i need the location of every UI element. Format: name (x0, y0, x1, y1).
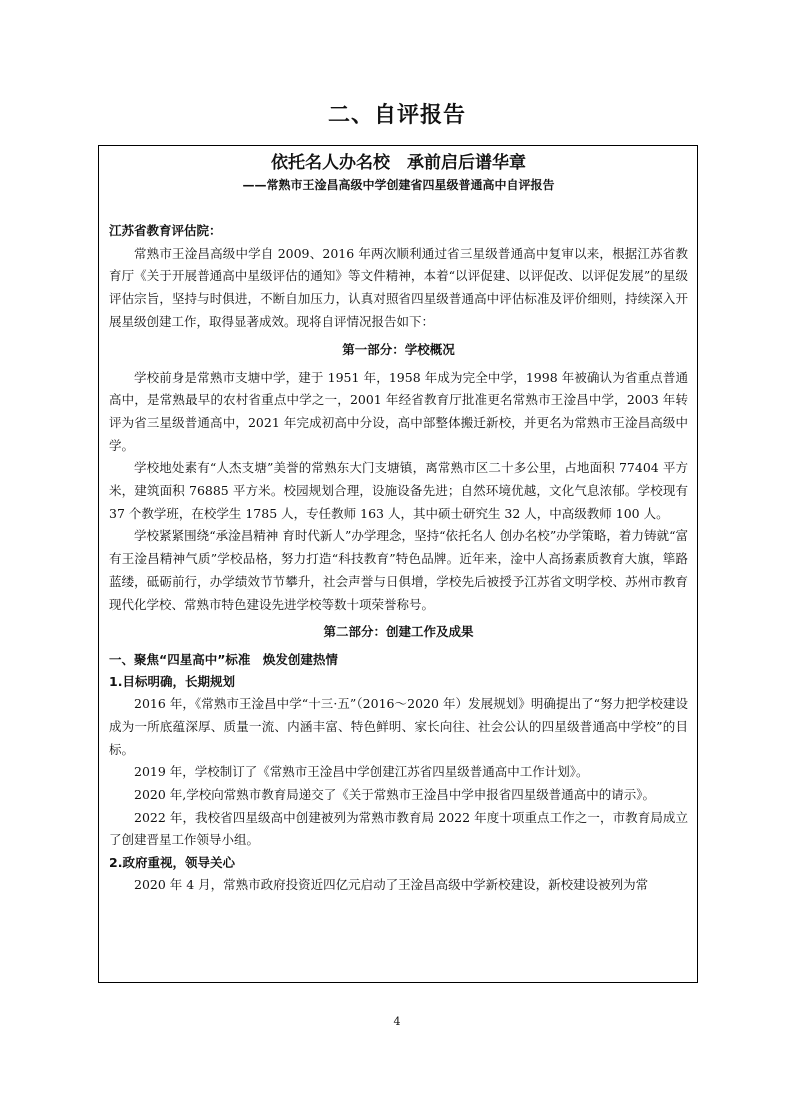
part1-paragraph-philosophy: 学校紧紧围绕“承淦昌精神 育时代新人”办学理念，坚持“依托名人 创办名校”办学策略，着力铸就“富有王淦昌精神气质”学校品格，努力打造“科技教育”特色品牌。近年来，淦中人高扬素质教育大旗，筚路蓝缕，砥砺前行，办学绩效节节攀升，社会声誉与日俱增，学校先后被授予江苏省文明学校、苏州市教育现代化学校、常熟市特色建设先进学校等数十项荣誉称号。 (109, 528, 688, 612)
item1-paragraph-2020: 2020 年,学校向常熟市教育局递交了《关于常熟市王淦昌中学申报省四星级普通高中的请示》。 (134, 787, 656, 803)
item1-paragraph-2016: 2016 年，《常熟市王淦昌中学“十三·五”（2016～2020 年）发展规划》明确提出了“努力把学校建设成为一所底蕴深厚、质量一流、内涵丰富、特色鲜明、家长向往、社会公认的四星级普通高中学校”的目标。 (109, 696, 688, 757)
item2-paragraph-2020: 2020 年 4 月，常熟市政府投资近四亿元启动了王淦昌高级中学新校建设，新校建设被列为常 (134, 877, 649, 893)
part1-heading: 第一部分：学校概况 (342, 341, 455, 357)
page-number: 4 (393, 1015, 401, 1028)
item1-paragraph-2022: 2022 年，我校省四星级高中创建被列为常熟市教育局 2022 年度十项重点工作之一，市教育局成立了创建晋星工作领导小组。 (109, 809, 688, 848)
part1-paragraph-location: 学校地处素有“人杰支塘”美誉的常熟东大门支塘镇，离常熟市区二十多公里，占地面积 77404 平方米，建筑面积 76885 平方米。校园规划合理，设施设备先进；自然环境优越，文化气息浓郁。学校现有 37 个教学班，在校学生 1785 人，专任教师 163 人，其中硕士研究生 32 人，中高级教师 100 人。 (109, 460, 688, 521)
report-frame (98, 145, 698, 983)
item2-heading: 2.政府重视，领导关心 (109, 855, 235, 871)
part1-paragraph-history: 学校前身是常熟市支塘中学，建于 1951 年，1958 年成为完全中学，1998 年被确认为省重点普通高中，是常熟最早的农村省重点中学之一，2001 年经省教育厅批准更名常熟市王淦昌中学，2003 年转评为省三星级普通高中，2021 年完成初高中分设，高中部整体搬迁新校，并更名为常熟市王淦昌高级中学。 (109, 369, 688, 453)
intro-paragraph: 常熟市王淦昌高级中学自 2009、2016 年两次顺利通过省三星级普通高中复审以来，根据江苏省教育厅《关于开展普通高中星级评估的通知》等文件精神，本着“以评促建、以评促改、以评促发展”的星级评估宗旨，坚持与时俱进，不断自加压力，认真对照省四星级普通高中评估标准及评价细则，持续深入开展星级创建工作，取得显著成效。现将自评情况报告如下： (109, 245, 688, 329)
item1-paragraph-2019: 2019 年，学校制订了《常熟市王淦昌中学创建江苏省四星级普通高中工作计划》。 (134, 764, 589, 780)
report-subtitle: ——常熟市王淦昌高级中学创建省四星级普通高中自评报告 (242, 178, 555, 192)
section-title: 二、自评报告 (327, 103, 466, 128)
item1-heading: 1.目标明确，长期规划 (109, 674, 235, 690)
report-title: 依托名人办名校 承前启后谱华章 (271, 153, 526, 173)
part2-heading: 第二部分：创建工作及成果 (323, 624, 474, 640)
salutation: 江苏省教育评估院： (109, 223, 222, 238)
sub1-heading: 一、聚焦“四星高中”标准 焕发创建热情 (109, 652, 338, 668)
